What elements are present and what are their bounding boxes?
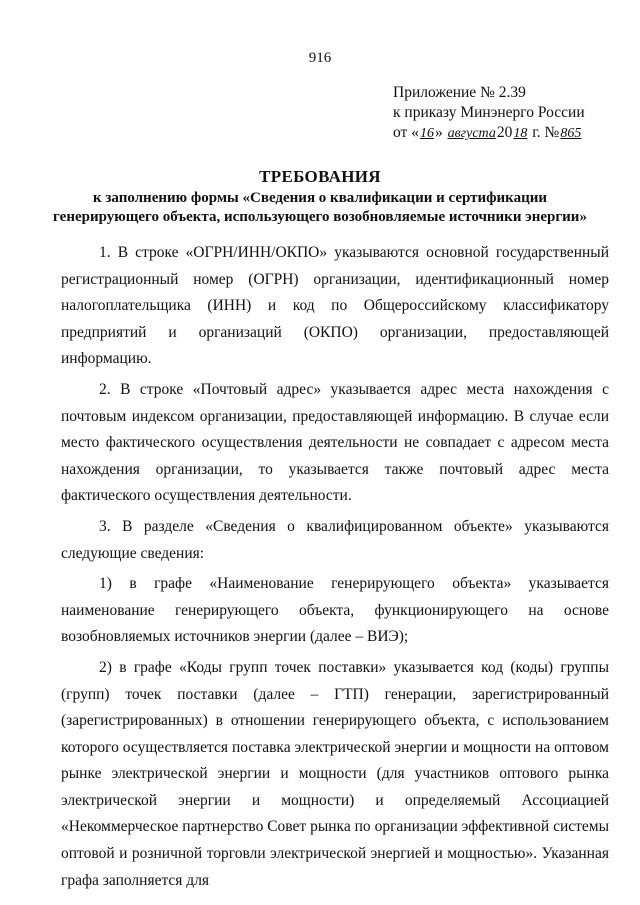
paragraph-3-item-1: 1) в графе «Наименование генерирующего объекта» указывается наименование генерирующего объекта, функционирующего на основе возобновляемых источников энергии (далее – ВИЭ); xyxy=(61,575,609,646)
paragraph-3: 3. В разделе «Сведения о квалифицированном объекте» указываются следующие сведения: xyxy=(61,517,609,562)
paragraph-1: 1. В строке «ОГРН/ИНН/ОКПО» указываются основной государственный регистрационный номер (ОГРН) организации, идентификационный номер налогоплательщика (ИНН) и код по Общероссийскому классификатору предприятий и организаций (ОКПО) организации, предоставляющей информацию. xyxy=(61,244,609,368)
date-year-suffix-handwritten: 18 xyxy=(513,126,528,141)
date-day-handwritten: 16 xyxy=(419,126,434,141)
paragraph-2: 2. В строке «Почтовый адрес» указывается адрес места нахождения с почтовым индексом организации, предоставляющей информацию. В случае если место фактического осуществления деятельности не совпадает с адресом места нахождения организации, то указывается также почтовый адрес места фактического осуществления деятельности. xyxy=(61,380,609,505)
document-body xyxy=(61,240,609,898)
date-month-handwritten: августа xyxy=(447,126,496,141)
date-mid: » xyxy=(434,124,447,141)
date-prefix: от « xyxy=(393,124,419,141)
date-g: г. № xyxy=(528,124,560,141)
title-main: ТРЕБОВАНИЯ xyxy=(259,167,381,186)
appendix-date-line xyxy=(393,123,585,144)
appendix-header xyxy=(393,83,585,144)
page-number: 916 xyxy=(308,50,332,66)
title-subtitle-line-1: к заполнению формы «Сведения о квалификации и сертификации xyxy=(92,190,548,206)
document-title xyxy=(0,165,640,227)
appendix-title: Приложение № 2.39 xyxy=(393,84,526,101)
paragraph-3-item-2: 2) в графе «Коды групп точек поставки» указывается код (коды) группы (групп) точек поставки (далее – ГТП) генерации, зарегистрированный (зарегистрированных) в отношении генерирующего объекта, с использованием которого осуществляется поставка электрической энергии и мощности на оптовом рынке электрической энергии и мощности (для участников оптового рынка электрической энергии и мощности) и определяемый Ассоциацией «Некоммерческое партнерство Совет рынка по организации эффективной системы оптовой и розничной торговли электрической энергией и мощностью». Указанная графа заполняется для xyxy=(61,658,609,889)
date-year: 20 xyxy=(496,124,513,141)
appendix-order-line: к приказу Минэнерго России xyxy=(393,104,585,121)
title-subtitle-line-2: генерирующего объекта, использующего возобновляемые источники энергии» xyxy=(53,209,587,225)
order-number-handwritten: 865 xyxy=(560,126,582,141)
